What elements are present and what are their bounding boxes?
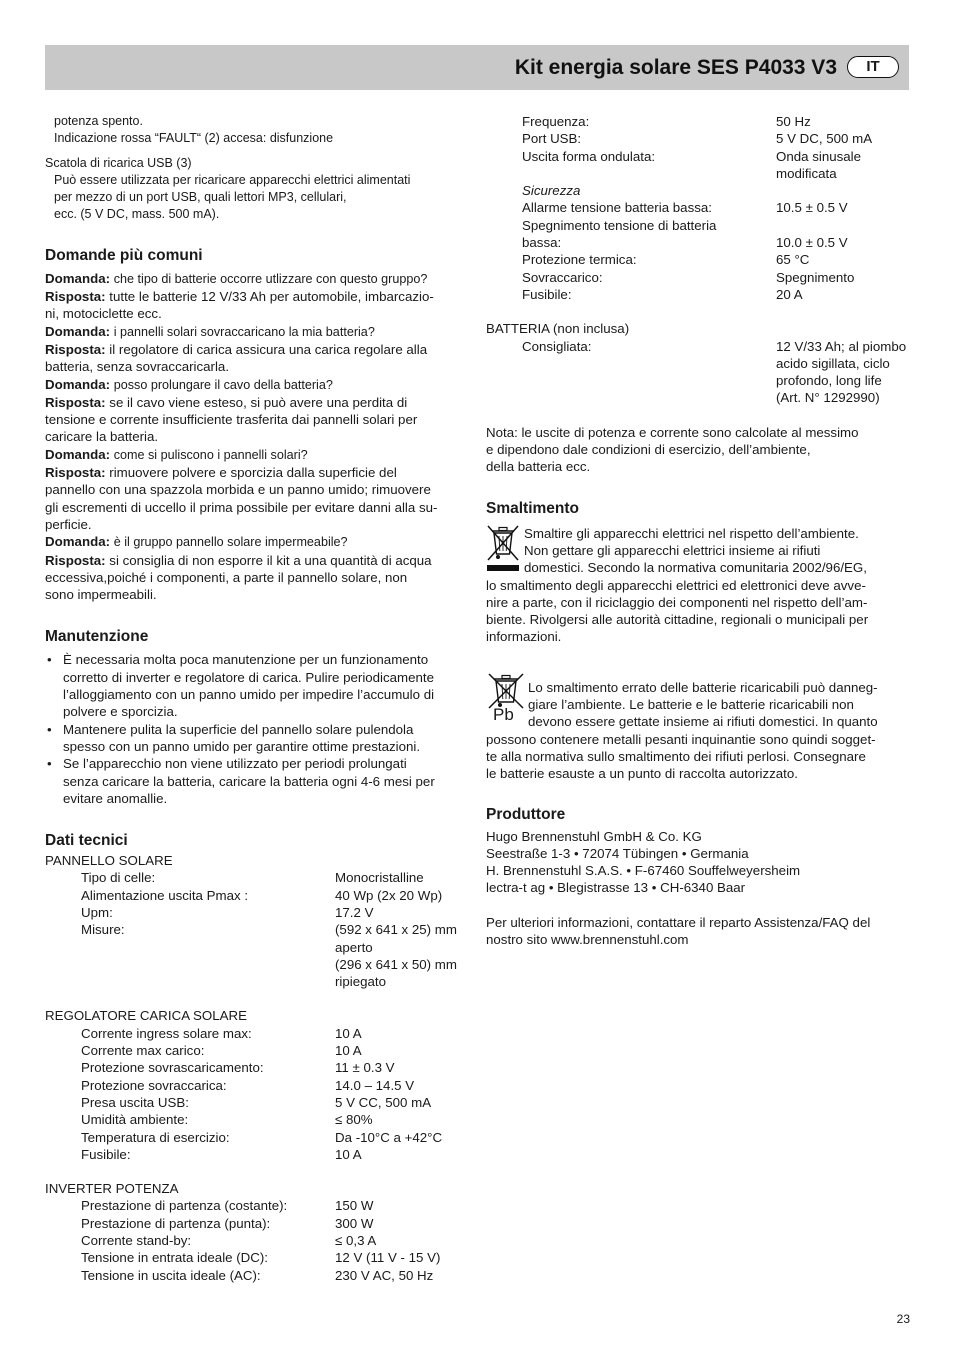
inverter-spec-table (45, 1197, 440, 1283)
table-row (486, 269, 910, 286)
spec-key (486, 217, 776, 252)
bullet-line: l’alloggiamento con un panno umido per impedire l’accumulo di (63, 687, 435, 703)
question-text: che tipo di batterie occorre utlizzare con questo gruppo? (113, 271, 428, 286)
answer-label: Risposta: (45, 289, 106, 305)
table-row (45, 1232, 440, 1249)
spec-value: 230 V AC, 50 Hz (335, 1267, 434, 1283)
usb-title: Scatola di ricarica USB (3) (45, 155, 192, 170)
spec-value: Onda sinusale modificata (776, 148, 862, 181)
weee-paragraph (486, 525, 910, 646)
faq-heading: Domande più comuni (45, 246, 203, 264)
faq-question (45, 533, 469, 551)
table-row (45, 1129, 442, 1146)
spec-key: Consigliata: (522, 338, 592, 354)
spec-key: Corrente stand-by: (81, 1233, 192, 1249)
spec-key: Allarme tensione batteria bassa: (522, 200, 712, 216)
question-label: Domanda: (45, 534, 111, 550)
faq-question (45, 446, 469, 464)
note-line: Nota: le uscite di potenza e corrente sono calcolate al messimo (486, 424, 859, 440)
spec-value: Spegnimento (776, 269, 855, 285)
question-text: come si puliscono i pannelli solari? (113, 447, 308, 462)
table-row (45, 887, 457, 904)
answer-text: pannello con una spazzola morbida e un panno umido; rimuovere (45, 482, 431, 498)
table-row (486, 338, 906, 407)
table-row (45, 1042, 442, 1059)
intro-line: Indicazione rossa “FAULT“ (2) accesa: disfunzione (54, 131, 334, 146)
spec-key: Fusibile: (522, 286, 572, 302)
battery-title: BATTERIA (non inclusa) (486, 321, 630, 337)
disposal-line: devono essere gettate insieme ai rifiuti domestici. In quanto (528, 714, 878, 730)
spec-value: 65 °C (776, 252, 810, 268)
bullet-line: • Mantenere pulita la superficie del pannello solare pulendola (63, 721, 414, 737)
table-row (45, 1059, 442, 1076)
page-title: Kit energia solare SES P4033 V3 (514, 56, 837, 79)
info-line: Per ulteriori informazioni, contattare il reparto Assistenza/FAQ del (486, 914, 871, 930)
spec-key: Frequenza: (522, 114, 590, 129)
spec-value: Monocristalline (335, 870, 424, 886)
table-row (45, 1267, 440, 1284)
spec-key: Sovraccarico: (522, 269, 603, 285)
usb-description (45, 172, 469, 224)
spec-value: 10.5 ± 0.5 V (776, 200, 848, 216)
bullet-line: senza caricare la batteria, caricare la batteria ogni 4-6 mesi per (63, 773, 435, 789)
spec-value-line: aperto (335, 939, 373, 955)
answer-text: gli escrementi di uccello il prima possibile per evitare danni alla su- (45, 499, 438, 515)
spec-value: 14.0 – 14.5 V (335, 1077, 415, 1093)
faq-answer (45, 288, 469, 305)
bullet-line: • È necessaria molta poca manutenzione per un funzionamento (63, 652, 429, 668)
spec-key: Prestazione di partenza (punta): (81, 1215, 271, 1231)
language-badge: IT (847, 56, 899, 78)
left-column (45, 113, 469, 1284)
address-line: Hugo Brennenstuhl GmbH & Co. KG (486, 828, 702, 844)
bullet-line: polvere e sporcizia. (63, 704, 178, 720)
table-row (486, 251, 910, 268)
table-row (45, 1111, 442, 1128)
disposal-line: lo smaltimento degli apparecchi elettrici ed elettronici deve avve- (486, 577, 866, 593)
spec-key: Corrente ingress solare max: (81, 1025, 252, 1041)
table-row (45, 921, 457, 990)
spec-key: Protezione termica: (522, 252, 637, 268)
spec-value: 40 Wp (2x 20 Wp) (335, 887, 443, 903)
spec-value: 50 Hz (776, 114, 811, 129)
question-label: Domanda: (45, 323, 111, 339)
table-row (486, 148, 910, 183)
list-item (45, 721, 469, 756)
question-label: Domanda: (45, 376, 111, 392)
answer-text: tensione e corrente insufficiente trasferita dai pannelli solari per (45, 412, 418, 428)
battery-disposal-paragraph (486, 679, 910, 783)
answer-text: ni, motociclette ecc. (45, 306, 162, 322)
spec-value (776, 338, 906, 407)
answer-label: Risposta: (45, 465, 106, 481)
address-line: Seestraße 1-3 • 72074 Tübingen • Germania (486, 845, 749, 861)
faq-answer (45, 394, 469, 411)
disposal-line: Smaltire gli apparecchi elettrici nel rispetto dell’ambiente. (524, 525, 859, 541)
question-text: i pannelli solari sovraccaricano la mia batteria? (113, 324, 375, 339)
spec-key: Alimentazione uscita Pmax : (81, 887, 249, 903)
faq-answer (45, 341, 469, 358)
spec-value-line: (592 x 641 x 25) mm (335, 922, 457, 938)
spec-value: 11 ± 0.3 V (335, 1060, 395, 1076)
spec-value: 10 A (335, 1146, 362, 1162)
spec-key: Temperatura di esercizio: (81, 1129, 230, 1145)
battery-spec-table (486, 338, 906, 407)
spec-value-line: 12 V/33 Ah; al piombo (776, 338, 907, 354)
producer-address (486, 828, 910, 897)
spec-key: Protezione sovrascaricamento: (81, 1060, 264, 1076)
note-line: della batteria ecc. (486, 459, 591, 475)
spec-key: Port USB: (522, 131, 582, 147)
answer-text: caricare la batteria. (45, 429, 159, 445)
table-row (45, 1025, 442, 1042)
table-row (45, 1094, 442, 1111)
spec-key: Prestazione di partenza (costante): (81, 1198, 288, 1214)
pb-label: Pb (493, 704, 514, 724)
table-row (45, 1197, 440, 1214)
spec-value-line: (Art. N° 1292990) (776, 390, 880, 406)
regulator-spec-table (45, 1025, 442, 1163)
answer-label: Risposta: (45, 552, 106, 568)
question-label: Domanda: (45, 270, 111, 286)
faq-question (45, 376, 469, 394)
disposal-heading: Smaltimento (486, 499, 580, 517)
list-item (45, 651, 469, 720)
page-header (45, 45, 909, 90)
inverter-spec-table-continued (486, 113, 910, 303)
spec-key: Tensione in entrata ideale (DC): (81, 1250, 268, 1266)
usb-line: Può essere utilizzata per ricaricare apparecchi elettrici alimentati (54, 172, 411, 187)
spec-key: Fusibile: (81, 1146, 131, 1162)
spec-key: Misure: (81, 922, 125, 938)
faq-list (45, 270, 469, 604)
table-row (45, 1215, 440, 1232)
table-row (486, 199, 910, 216)
table-row (45, 869, 457, 886)
spec-value (776, 217, 910, 252)
answer-label: Risposta: (45, 341, 106, 357)
answer-text: il regolatore di carica assicura una carica regolare alla (109, 341, 428, 357)
address-line: H. Brennenstuhl S.A.S. • F-67460 Souffelweyersheim (486, 863, 801, 879)
table-row (486, 130, 910, 147)
usb-line: per mezzo di un port USB, quali lettori MP3, cellulari, (54, 190, 347, 205)
right-column (486, 113, 910, 948)
table-row (45, 1249, 440, 1266)
address-line: lectra-t ag • Blegistrasse 13 • CH-6340 Baar (486, 880, 746, 896)
disposal-line: giare l’ambiente. Le batterie e le batterie ricaricabili non (528, 697, 854, 713)
spec-value: 300 W (335, 1215, 374, 1231)
spec-value: 10 A (335, 1025, 362, 1041)
maintenance-list (45, 651, 469, 807)
question-label: Domanda: (45, 446, 111, 462)
more-info (486, 914, 910, 949)
panel-title: PANNELLO SOLARE (45, 853, 173, 869)
spec-value: 12 V (11 V - 15 V) (335, 1250, 441, 1266)
table-row (486, 217, 910, 252)
spec-key-line: bassa: (522, 235, 562, 251)
table-row (45, 904, 457, 921)
disposal-line: domestici. Secondo la normativa comunitaria 2002/96/EG, (524, 560, 867, 576)
disposal-line: nire a parte, con il riciclaggio dei componenti nel rispetto dell’am- (486, 594, 868, 610)
usb-line: ecc. (5 V DC, mass. 500 mA). (54, 207, 220, 222)
answer-text: tutte le batterie 12 V/33 Ah per automobile, imbarcazio- (109, 289, 434, 305)
table-row (45, 1077, 442, 1094)
disposal-line: Non gettare gli apparecchi elettrici insieme ai rifiuti (524, 542, 821, 558)
spec-key: Upm: (81, 904, 113, 920)
spec-value-line: ripiegato (335, 974, 387, 990)
spec-value: 150 W (335, 1198, 374, 1214)
bullet-line: spesso con un panno umido per garantire ottime prestazioni. (63, 738, 421, 754)
spec-value: 5 V CC, 500 mA (335, 1094, 432, 1110)
producer-heading: Produttore (486, 805, 566, 823)
spec-key: Protezione sovraccarica: (81, 1077, 227, 1093)
faq-answer (45, 552, 469, 569)
spec-value: ≤ 80% (335, 1112, 373, 1128)
answer-text: perficie. (45, 516, 92, 532)
faq-question (45, 270, 469, 288)
page-number: 23 (896, 1312, 910, 1326)
tech-data-heading: Dati tecnici (45, 832, 128, 850)
disposal-line: informazioni. (486, 629, 562, 645)
spec-key: Corrente max carico: (81, 1043, 205, 1059)
spec-value: 20 A (776, 286, 803, 302)
spec-value-line: acido sigillata, ciclo (776, 355, 890, 371)
spec-key: Tipo di celle: (81, 870, 156, 886)
info-line: nostro sito www.brennenstuhl.com (486, 931, 689, 947)
table-row (486, 286, 910, 303)
spec-value: 10 A (335, 1043, 362, 1059)
spec-value-line: 10.0 ± 0.5 V (776, 235, 848, 251)
disposal-line: te alla normativa sullo smaltimento dei rifiuti perlosi. Consegnare (486, 748, 866, 764)
answer-text: se il cavo viene esteso, si può avere una perdita di (109, 394, 408, 410)
bullet-line: evitare anomallie. (63, 790, 168, 806)
spec-value: ≤ 0,3 A (335, 1233, 377, 1249)
faq-question (45, 323, 469, 341)
note-paragraph (486, 424, 910, 476)
spec-key: Umidità ambiente: (81, 1112, 189, 1128)
disposal-line: Lo smaltimento errato delle batterie ricaricabili può danneg- (528, 679, 878, 695)
panel-spec-table (45, 869, 457, 990)
answer-text: sono impermeabili. (45, 587, 157, 603)
maintenance-heading: Manutenzione (45, 628, 149, 646)
faq-answer (45, 464, 469, 481)
spec-key: Tensione in uscita ideale (AC): (81, 1267, 261, 1283)
note-line: e dipendono dale condizioni di esercizio, dell’ambiente, (486, 442, 811, 458)
regulator-title: REGOLATORE CARICA SOLARE (45, 1008, 247, 1024)
spec-value: Da -10°C a +42°C (335, 1129, 443, 1145)
question-text: posso prolungare il cavo della batteria? (113, 377, 333, 392)
question-text: è il gruppo pannello solare impermeabile? (113, 535, 348, 550)
bullet-line: corretto di inverter e regolatore di carica. Pulire periodicamente (63, 669, 435, 685)
answer-text: eccessiva,poiché i componenti, a parte il pannello solare, non (45, 569, 408, 585)
spec-key: Presa uscita USB: (81, 1094, 189, 1110)
intro-line: potenza spento. (54, 114, 143, 128)
answer-text: rimuovere polvere e sporcizia dalla superficie del (109, 465, 397, 481)
disposal-line: possono contenere metalli pesanti inquinantie sono quindi sogget- (486, 731, 876, 747)
answer-text: si consiglia di non esporre il kit a una quantità di acqua (109, 552, 432, 568)
intro-block (45, 113, 469, 148)
table-row (486, 113, 910, 130)
spec-value (335, 921, 457, 990)
inverter-title: INVERTER POTENZA (45, 1181, 179, 1197)
disposal-line: le batterie esauste a un punto di raccolta autorizzato. (486, 766, 798, 782)
spec-value: 17.2 V (335, 904, 374, 920)
answer-text: batteria, senza sovraccaricarla. (45, 359, 230, 375)
answer-label: Risposta: (45, 394, 106, 410)
spec-value: 5 V DC, 500 mA (776, 131, 873, 147)
disposal-line: biente. Rivolgersi alle autorità cittadine, regionali o municipali per (486, 612, 869, 628)
safety-subtitle: Sicurezza (522, 183, 581, 199)
spec-key-line: Spegnimento tensione di batteria (522, 217, 717, 233)
spec-value-line: (296 x 641 x 50) mm (335, 956, 457, 972)
table-row (486, 182, 910, 199)
spec-value-line: profondo, long life (776, 373, 882, 389)
crossed-bin-icon (486, 524, 520, 574)
spec-key: Uscita forma ondulata: (522, 148, 656, 164)
table-row (45, 1146, 442, 1163)
bullet-line: • Se l’apparecchio non viene utilizzato per periodi prolungati (63, 756, 407, 772)
list-item (45, 755, 469, 807)
